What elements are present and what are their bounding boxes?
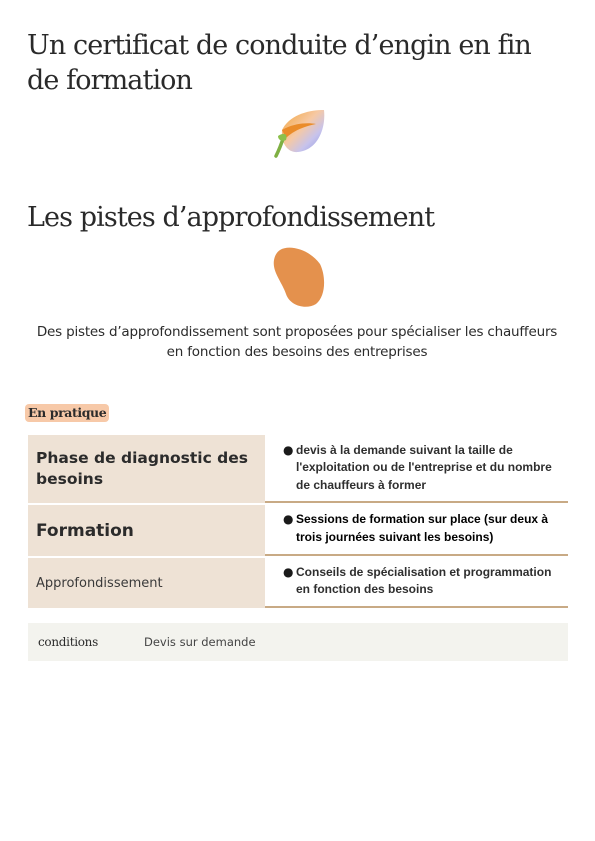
row-label: Formation (36, 520, 134, 541)
row-content-cell (265, 435, 568, 503)
row-content-cell (265, 556, 568, 608)
conditions-value: Devis sur demande (144, 635, 256, 649)
list-item (283, 511, 562, 546)
row-label-cell (28, 435, 265, 503)
practice-table (28, 435, 568, 608)
intro-paragraph: Des pistes d’approfondissement sont proposées pour spécialiser les chauffeurs en fonction des besoins des entreprises (36, 324, 558, 360)
section-title-certificate: Un certificat de conduite d’engin en fin de formation (27, 30, 531, 96)
blob-shape (270, 246, 326, 310)
bullet-icon: ● (283, 512, 294, 526)
table-row (28, 435, 568, 503)
bullet-icon: ● (283, 442, 294, 457)
row-label: Phase de diagnostic des besoins (36, 449, 249, 488)
row-content-cell (265, 503, 568, 556)
list-item (283, 564, 562, 599)
bullet-text: Conseils de spécialisation et programmation en fonction des besoins (296, 564, 552, 596)
bullet-icon: ● (283, 564, 294, 579)
leaf-icon (268, 106, 328, 160)
conditions-bar (28, 623, 568, 661)
en-pratique-tag: En pratique (25, 404, 109, 422)
table-row (28, 556, 568, 608)
bullet-text: devis à la demande suivant la taille de l'exploitation ou de l'entreprise et du nombre de chauffeurs à former (296, 442, 552, 492)
list-item (283, 442, 562, 495)
row-label-cell (28, 503, 265, 556)
bullet-text: Sessions de formation sur place (sur deux à trois journées suivant les besoins) (296, 512, 549, 544)
table-row (28, 503, 568, 556)
row-label-cell (28, 556, 265, 608)
row-label: Approfondissement (36, 575, 163, 591)
section-title-approfondissement: Les pistes d’approfondissement (27, 202, 435, 233)
conditions-label: conditions (38, 635, 98, 649)
